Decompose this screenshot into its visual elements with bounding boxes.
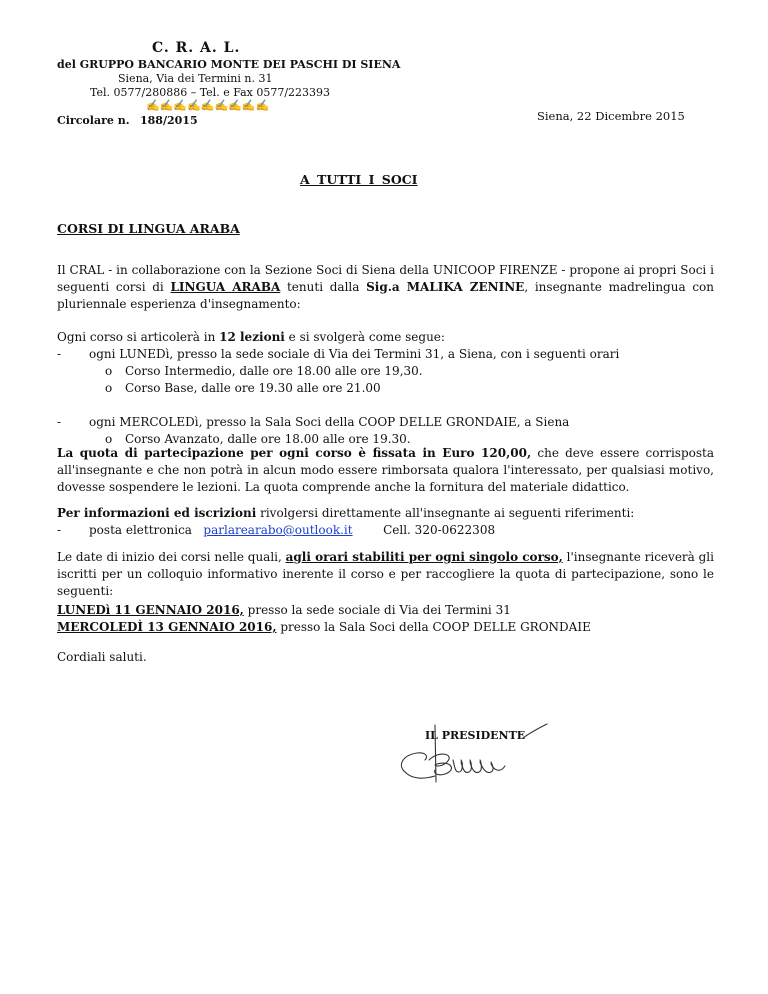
start-date-2 xyxy=(57,619,714,636)
info-paragraph xyxy=(57,505,714,539)
dash-bullet: - xyxy=(57,523,62,537)
closing-text: Cordiali saluti. xyxy=(57,650,147,664)
schedule-text-1: Ogni corso si articolerà in xyxy=(57,330,220,344)
monday-course-text: Corso Intermedio, dalle ore 18.00 alle ore 19,30. xyxy=(125,364,423,378)
circle-bullet: o xyxy=(105,432,113,446)
teacher-name: Sig.a MALIKA ZENINE xyxy=(366,280,525,294)
wednesday-course-text: Corso Avanzato, dalle ore 18.00 alle ore 19.30. xyxy=(125,432,411,446)
info-text: rivolgersi direttamente all'insegnante ai seguenti riferimenti: xyxy=(256,506,635,520)
dash-bullet: - xyxy=(57,347,62,361)
wednesday-text: ogni MERCOLEDì, presso la Sala Soci della COOP DELLE GRONDAIE, a Siena xyxy=(89,415,570,429)
lessons-count: 12 lezioni xyxy=(219,330,285,344)
dates-text-2: l'insegnante riceverà gli iscritti per un colloquio informativo inerente il corso e per raccogliere la quota di partecipazione, sono le seguenti: xyxy=(57,550,714,598)
recipient-heading: A TUTTI I SOCI xyxy=(300,172,418,187)
start-date-2-bold: MERCOLEDÌ 13 GENNAIO 2016, xyxy=(57,620,277,634)
signature-label: IL PRESIDENTE xyxy=(425,729,526,742)
circular-number: 188/2015 xyxy=(140,114,198,127)
circle-bullet: o xyxy=(105,381,113,395)
intro-text-3: , insegnante madrelingua con pluriennale esperienza d'insegnamento: xyxy=(57,280,714,311)
contact-line xyxy=(57,522,714,539)
dates-text-1: Le date di inizio dei corsi nelle quali, xyxy=(57,550,286,564)
letterhead-organization: del GRUPPO BANCARIO MONTE DEI PASCHI DI SIENA xyxy=(57,58,401,71)
course-name: LINGUA ARABA xyxy=(170,280,281,294)
monday-text: ogni LUNEDì, presso la sede sociale di Via dei Termini 31, a Siena, con i seguenti orari xyxy=(89,347,620,361)
monday-item xyxy=(57,346,714,363)
dash-bullet: - xyxy=(57,415,62,429)
info-bold-text: Per informazioni ed iscrizioni xyxy=(57,506,257,520)
monday-course-item xyxy=(57,363,714,380)
fee-text: che deve essere corrisposta all'insegnante e che non potrà in alcun modo essere rimborsata qualora l'interessato, per qualsiasi motivo, dovesse sospendere le lezioni. La quota comprende anche la fornitura del materiale didattico. xyxy=(57,446,714,494)
schedule-text-2: e si svolgerà come segue: xyxy=(284,330,445,344)
circle-bullet: o xyxy=(105,364,113,378)
cell-number: Cell. 320-0622308 xyxy=(383,523,496,537)
fee-bold-text: La quota di partecipazione per ogni corso è fissata in Euro 120,00, xyxy=(57,446,532,460)
dates-paragraph xyxy=(57,549,714,636)
dates-emphasis: agli orari stabiliti per ogni singolo corso, xyxy=(285,550,563,564)
start-date-2-text: presso la Sala Soci della COOP DELLE GRONDAIE xyxy=(276,620,591,634)
intro-paragraph xyxy=(57,262,714,313)
subject-heading: CORSI DI LINGUA ARABA xyxy=(57,221,240,236)
intro-text-2: tenuti dalla xyxy=(280,280,367,294)
schedule-section xyxy=(57,329,714,448)
monday-course-item xyxy=(57,380,714,397)
letterhead-ornament: ✍✍✍✍✍✍✍✍✍ xyxy=(146,99,270,112)
intro-text-1: Il CRAL - in collaborazione con la Sezione Soci di Siena della UNICOOP FIRENZE - propone ai propri Soci i seguenti corsi di xyxy=(57,263,714,294)
letterhead-phone: Tel. 0577/280886 – Tel. e Fax 0577/223393 xyxy=(90,86,331,99)
start-date-1-bold: LUNEDì 11 GENNAIO 2016, xyxy=(57,603,244,617)
letter-date: Siena, 22 Dicembre 2015 xyxy=(537,109,685,123)
start-date-1 xyxy=(57,602,714,619)
wednesday-item xyxy=(57,414,714,431)
handwritten-signature xyxy=(395,720,555,795)
start-date-1-text: presso la sede sociale di Via dei Termini 31 xyxy=(243,603,511,617)
letterhead-address: Siena, Via dei Termini n. 31 xyxy=(118,72,273,85)
email-link[interactable]: parlarearabo@outlook.it xyxy=(203,523,353,537)
fee-paragraph xyxy=(57,445,714,496)
letterhead-title: C. R. A. L. xyxy=(152,40,241,56)
closing xyxy=(57,649,714,666)
monday-course-text: Corso Base, dalle ore 19.30 alle ore 21.00 xyxy=(125,381,381,395)
email-label: posta elettronica xyxy=(89,523,192,537)
circular-label: Circolare n. xyxy=(57,114,130,127)
signature-block xyxy=(395,720,555,795)
